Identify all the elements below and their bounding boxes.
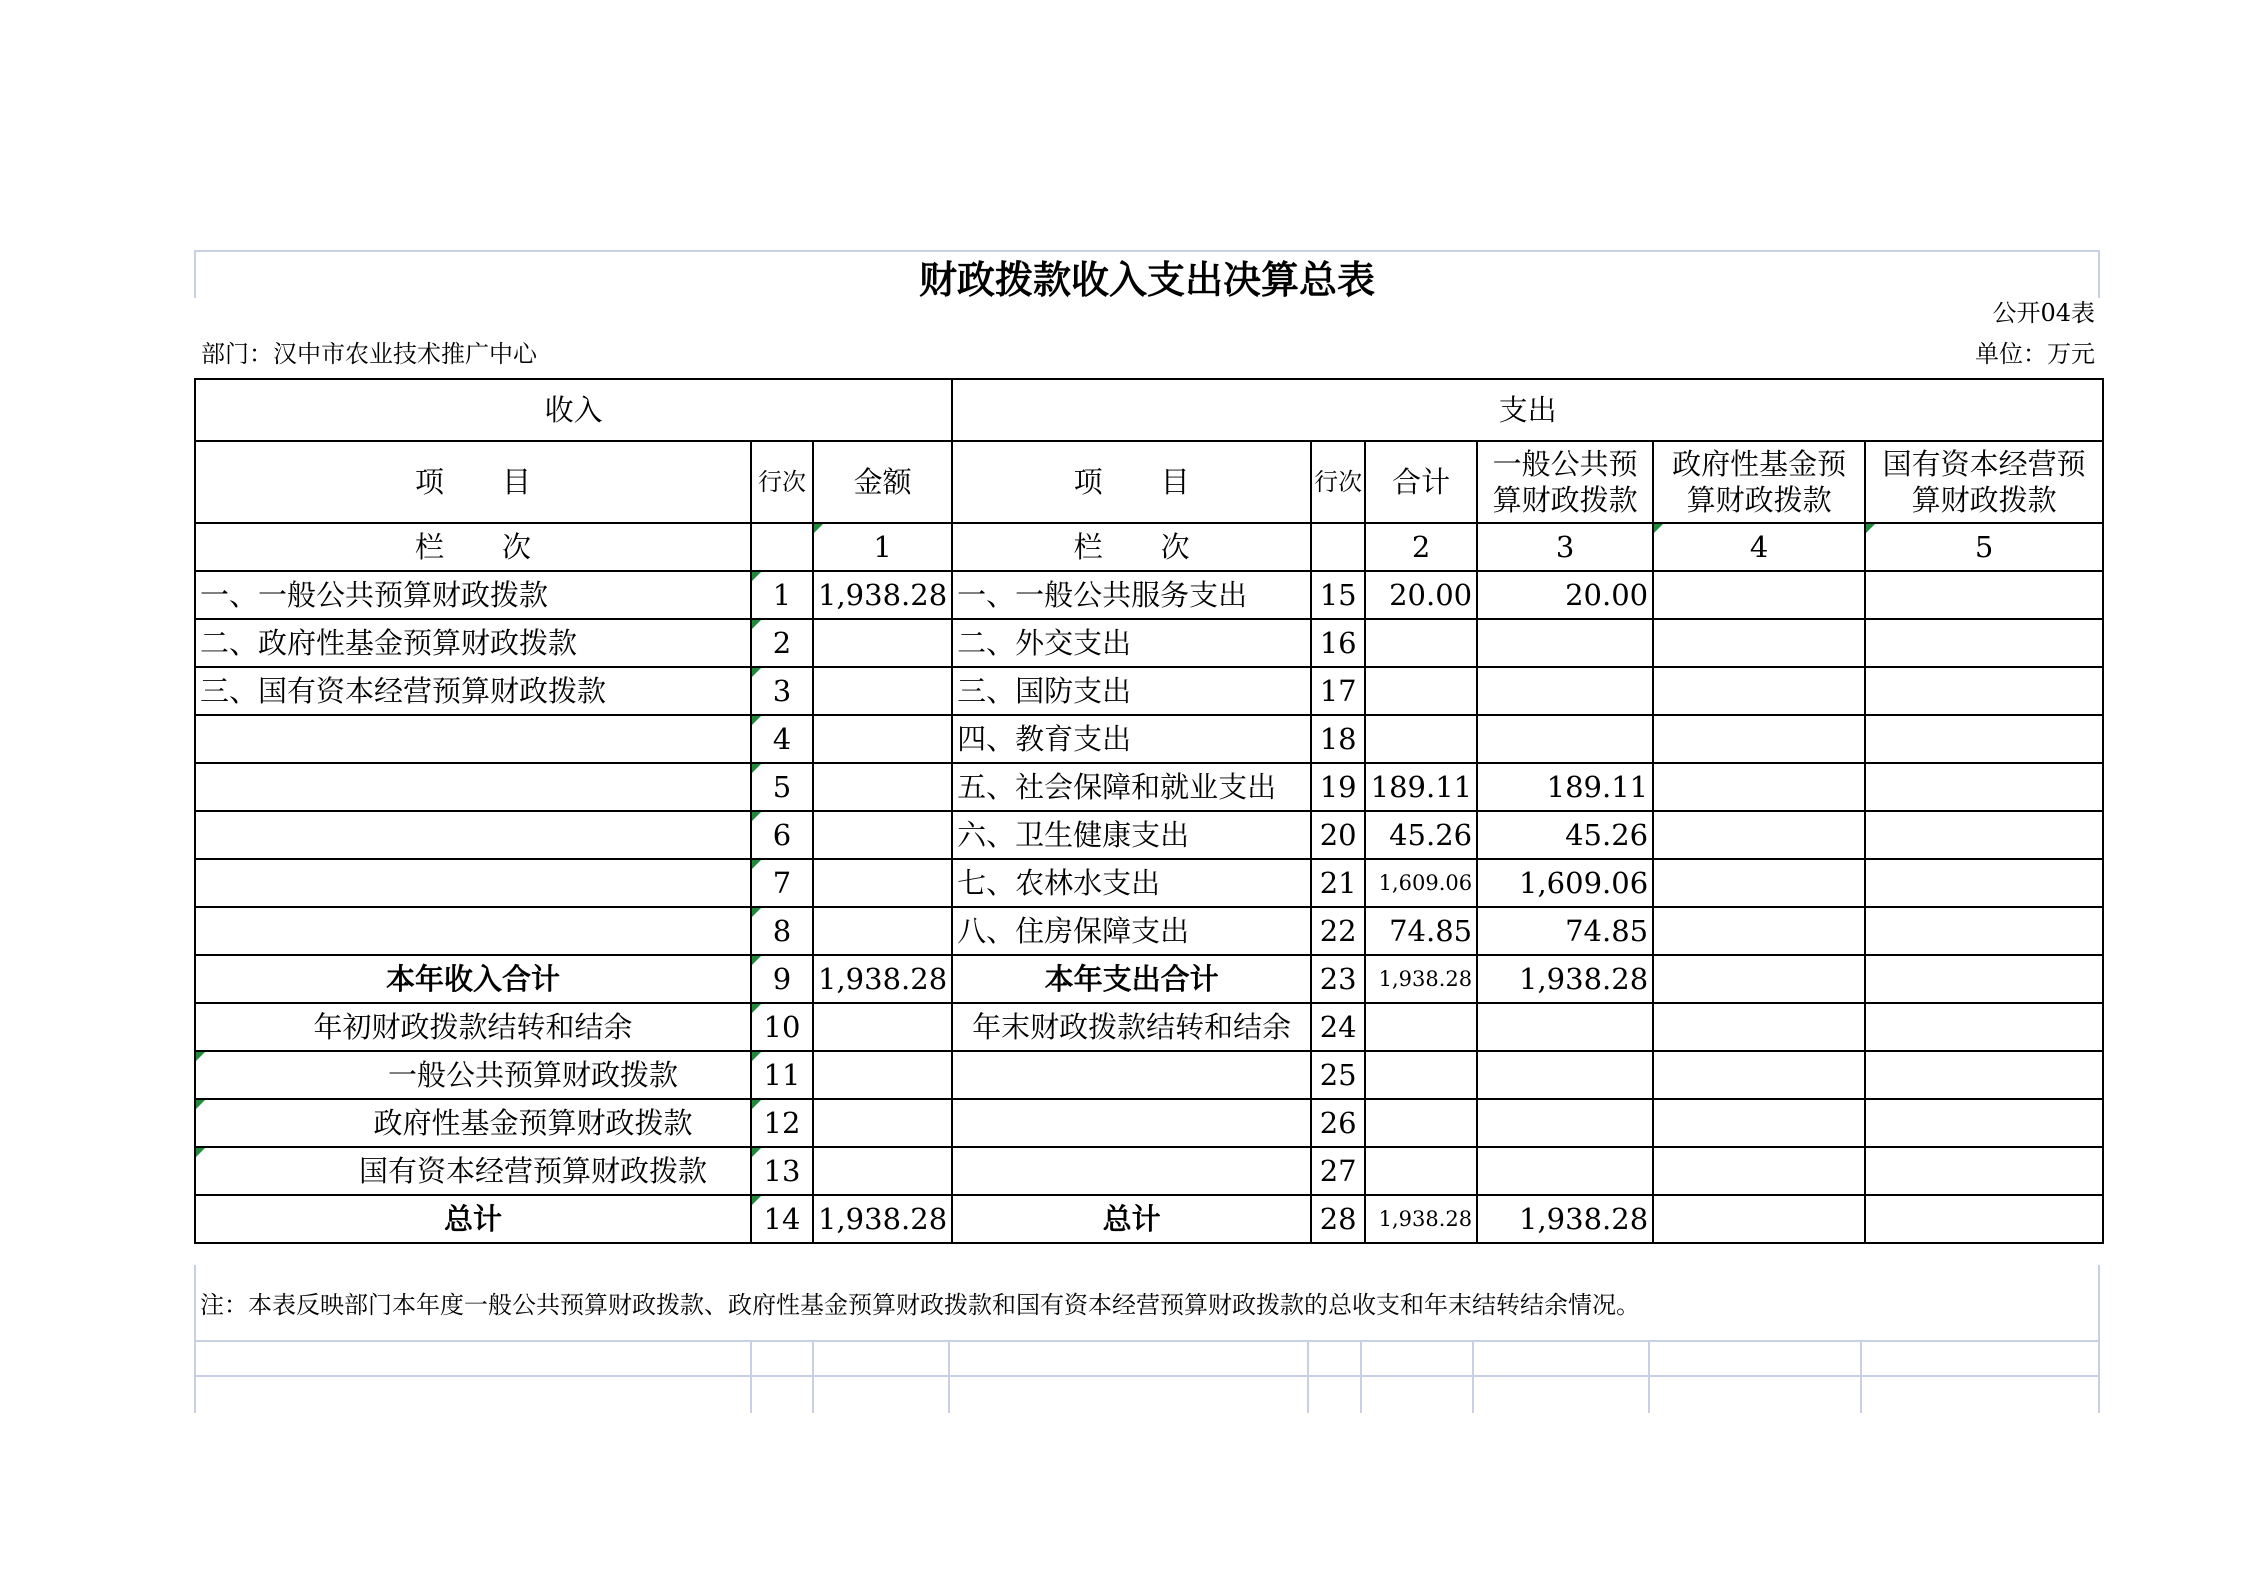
expense-row-no-text: 19 (1319, 770, 1357, 804)
expense-row-no-text: 24 (1319, 1010, 1357, 1044)
expense-state (1865, 571, 2103, 619)
expense-general (1477, 1147, 1653, 1195)
expense-row-no (1311, 763, 1365, 811)
header-income: 收入 (195, 379, 952, 441)
cell-marker (752, 1100, 761, 1109)
sheet-gridline-v4 (1307, 1340, 1309, 1413)
expense-general-text: 20.00 (1565, 578, 1649, 612)
table-row (195, 571, 2103, 619)
expense-fund (1653, 1195, 1865, 1243)
income-item (195, 763, 751, 811)
cell-marker (752, 812, 761, 821)
expense-total (1365, 811, 1477, 859)
expense-item (952, 571, 1311, 619)
expense-general (1477, 667, 1653, 715)
income-amount (813, 955, 952, 1003)
income-row-no (751, 763, 813, 811)
income-row-no (751, 955, 813, 1003)
income-row-no-text: 4 (772, 722, 792, 756)
header-fund-line2: 算财政拨款 (1686, 483, 1832, 517)
table-row (195, 907, 2103, 955)
expense-item (952, 1099, 1311, 1147)
header-expense: 支出 (952, 379, 2103, 441)
cell-marker (752, 1052, 761, 1061)
income-amount (813, 715, 952, 763)
expense-row-no (1311, 715, 1365, 763)
income-row-no (751, 1147, 813, 1195)
cell-marker (196, 1148, 205, 1157)
header-expense-item: 项 目 (952, 441, 1311, 523)
header-income-item: 项 目 (195, 441, 751, 523)
cell-marker (752, 716, 761, 725)
income-row-no (751, 667, 813, 715)
income-item (195, 1147, 751, 1195)
table-row (195, 763, 2103, 811)
table-row (195, 619, 2103, 667)
expense-row-no-text: 26 (1319, 1106, 1357, 1140)
cell-marker (752, 1196, 761, 1205)
expense-fund (1653, 811, 1865, 859)
form-code: 公开04表 (1992, 299, 2095, 327)
expense-total (1365, 1003, 1477, 1051)
expense-fund (1653, 859, 1865, 907)
expense-row-no-text: 21 (1319, 866, 1357, 900)
expense-total (1365, 1147, 1477, 1195)
income-amount (813, 763, 952, 811)
expense-item (952, 1195, 1311, 1243)
expense-total (1365, 619, 1477, 667)
header-fund-line1: 政府性基金预 (1672, 447, 1847, 481)
income-row-no (751, 859, 813, 907)
expense-row-no-text: 28 (1319, 1202, 1357, 1236)
income-amount (813, 859, 952, 907)
expense-row-no (1311, 955, 1365, 1003)
expense-general-text: 1,938.28 (1519, 1202, 1649, 1236)
income-row-no (751, 1195, 813, 1243)
expense-total-text: 74.85 (1389, 914, 1473, 948)
expense-fund (1653, 1003, 1865, 1051)
lanci-col-4-text: 4 (1749, 530, 1769, 564)
cell-marker (752, 956, 761, 965)
unit-label: 单位：万元 (1975, 340, 2095, 368)
sheet-gridline-left-low (194, 1265, 196, 1413)
expense-total (1365, 715, 1477, 763)
expense-item (952, 859, 1311, 907)
income-row-no (751, 811, 813, 859)
sheet-gridline-v8 (1860, 1340, 1862, 1413)
expense-total (1365, 667, 1477, 715)
expense-general (1477, 955, 1653, 1003)
cell-marker (196, 1052, 205, 1061)
income-item (195, 619, 751, 667)
lanci-col-4 (1653, 523, 1865, 571)
expense-row-no (1311, 1195, 1365, 1243)
expense-state (1865, 907, 2103, 955)
expense-row-no-text: 17 (1319, 674, 1357, 708)
income-row-no-text: 13 (763, 1154, 801, 1188)
expense-general (1477, 811, 1653, 859)
header-total: 合计 (1365, 441, 1477, 523)
expense-item (952, 763, 1311, 811)
expense-item (952, 955, 1311, 1003)
income-row-no (751, 907, 813, 955)
income-row-no (751, 1003, 813, 1051)
cell-marker (196, 1100, 205, 1109)
expense-row-no (1311, 1099, 1365, 1147)
income-item (195, 667, 751, 715)
expense-item (952, 1147, 1311, 1195)
lanci-col-2: 2 (1365, 523, 1477, 571)
income-row-no-text: 12 (763, 1106, 801, 1140)
cell-marker (752, 668, 761, 677)
income-item (195, 955, 751, 1003)
expense-row-no-text: 22 (1319, 914, 1357, 948)
sheet-gridline-right-low (2098, 1265, 2100, 1413)
income-row-no-text: 3 (772, 674, 792, 708)
income-row-no (751, 1051, 813, 1099)
expense-total (1365, 859, 1477, 907)
expense-fund (1653, 619, 1865, 667)
income-item-text: 本年收入合计 (385, 962, 560, 996)
income-amount-text: 1,938.28 (818, 578, 948, 612)
expense-state (1865, 619, 2103, 667)
expense-total-text: 1,609.06 (1378, 871, 1473, 895)
expense-total (1365, 571, 1477, 619)
lanci-col-1 (813, 523, 952, 571)
expense-total-text: 1,938.28 (1378, 1207, 1473, 1231)
expense-state (1865, 1147, 2103, 1195)
income-amount-text: 1,938.28 (818, 1202, 948, 1236)
table-row (195, 955, 2103, 1003)
expense-fund (1653, 763, 1865, 811)
expense-item-text: 本年支出合计 (1044, 962, 1219, 996)
header-expense-row-no: 行次 (1311, 441, 1365, 523)
expense-general (1477, 715, 1653, 763)
expense-item-text: 年末财政拨款结转和结余 (972, 1010, 1292, 1044)
income-item (195, 571, 751, 619)
income-row-no-text: 5 (772, 770, 792, 804)
table-row (195, 1099, 2103, 1147)
expense-item-text: 五、社会保障和就业支出 (957, 770, 1277, 804)
sheet-gridline-v6 (1472, 1340, 1474, 1413)
table-row (195, 1003, 2103, 1051)
table-row (195, 1147, 2103, 1195)
expense-item-text: 二、外交支出 (957, 626, 1132, 660)
income-row-no-text: 7 (772, 866, 792, 900)
lanci-income-blank (751, 523, 813, 571)
expense-general (1477, 1195, 1653, 1243)
expense-item-text: 六、卫生健康支出 (957, 818, 1190, 852)
expense-general (1477, 619, 1653, 667)
income-row-no-text: 2 (772, 626, 792, 660)
expense-state (1865, 715, 2103, 763)
expense-general-text: 1,938.28 (1519, 962, 1649, 996)
income-amount (813, 1099, 952, 1147)
expense-general (1477, 859, 1653, 907)
income-row-no (751, 715, 813, 763)
expense-fund (1653, 715, 1865, 763)
income-item (195, 859, 751, 907)
expense-row-no-text: 18 (1319, 722, 1357, 756)
income-row-no-text: 10 (763, 1010, 801, 1044)
expense-general (1477, 907, 1653, 955)
table-row (195, 667, 2103, 715)
expense-row-no-text: 16 (1319, 626, 1357, 660)
expense-row-no (1311, 811, 1365, 859)
income-row-no (751, 619, 813, 667)
expense-total-text: 189.11 (1370, 770, 1473, 804)
expense-state (1865, 1099, 2103, 1147)
income-amount-text: 1,938.28 (818, 962, 948, 996)
expense-total (1365, 1099, 1477, 1147)
income-item-text: 总计 (443, 1202, 502, 1236)
expense-state (1865, 1051, 2103, 1099)
header-income-amount: 金额 (813, 441, 952, 523)
header-state-line1: 国有资本经营预 (1882, 447, 2086, 481)
income-amount (813, 571, 952, 619)
income-amount (813, 619, 952, 667)
lanci-col-5-text: 5 (1974, 530, 1994, 564)
expense-state (1865, 1003, 2103, 1051)
income-row-no-text: 1 (772, 578, 792, 612)
budget-table (194, 378, 2104, 1244)
sheet-gridline-bottom-2 (194, 1375, 2100, 1377)
expense-fund (1653, 1147, 1865, 1195)
expense-fund (1653, 1099, 1865, 1147)
table-row (195, 811, 2103, 859)
expense-total-text: 20.00 (1389, 578, 1473, 612)
expense-fund (1653, 907, 1865, 955)
header-income-row-no: 行次 (751, 441, 813, 523)
cell-marker (752, 908, 761, 917)
expense-row-no (1311, 859, 1365, 907)
income-item (195, 1051, 751, 1099)
expense-general (1477, 763, 1653, 811)
expense-fund (1653, 571, 1865, 619)
income-amount (813, 907, 952, 955)
income-item (195, 907, 751, 955)
header-general-line2: 算财政拨款 (1492, 483, 1638, 517)
expense-item-text: 八、住房保障支出 (957, 914, 1190, 948)
table-row (195, 715, 2103, 763)
footnote: 注：本表反映部门本年度一般公共预算财政拨款、政府性基金预算财政拨款和国有资本经营预算财政拨款的总收支和年末结转结余情况。 (200, 1291, 1640, 1319)
expense-general-text: 74.85 (1565, 914, 1649, 948)
expense-total-text: 45.26 (1389, 818, 1473, 852)
expense-total (1365, 955, 1477, 1003)
income-item-text: 年初财政拨款结转和结余 (313, 1010, 633, 1044)
cell-marker (752, 1148, 761, 1157)
expense-item (952, 907, 1311, 955)
income-amount (813, 1051, 952, 1099)
table-row (195, 1051, 2103, 1099)
report-title: 财政拨款收入支出决算总表 (918, 257, 1375, 302)
expense-row-no-text: 23 (1319, 962, 1357, 996)
expense-state (1865, 1195, 2103, 1243)
sheet-gridline-bottom-1 (194, 1340, 2100, 1342)
income-amount (813, 811, 952, 859)
sheet-gridline-v1 (750, 1340, 752, 1413)
expense-fund (1653, 955, 1865, 1003)
cell-marker (752, 620, 761, 629)
lanci-col-3: 3 (1477, 523, 1653, 571)
sheet-gridline-v2 (812, 1340, 814, 1413)
expense-general (1477, 571, 1653, 619)
header-state-line2: 算财政拨款 (1911, 483, 2057, 517)
expense-total-text: 1,938.28 (1378, 967, 1473, 991)
income-amount (813, 667, 952, 715)
income-amount (813, 1195, 952, 1243)
expense-row-no-text: 20 (1319, 818, 1357, 852)
income-item-text: 国有资本经营预算财政拨款 (358, 1154, 707, 1188)
income-item (195, 1195, 751, 1243)
income-row-no-text: 9 (772, 962, 792, 996)
expense-state (1865, 667, 2103, 715)
expense-general-text: 1,609.06 (1519, 866, 1649, 900)
expense-item (952, 1051, 1311, 1099)
sheet-gridline-v7 (1648, 1340, 1650, 1413)
expense-item-text: 四、教育支出 (957, 722, 1132, 756)
expense-general (1477, 1099, 1653, 1147)
income-item (195, 811, 751, 859)
expense-state (1865, 859, 2103, 907)
expense-row-no (1311, 1003, 1365, 1051)
cell-marker (752, 1004, 761, 1013)
sheet-gridline-v5 (1360, 1340, 1362, 1413)
expense-item (952, 811, 1311, 859)
expense-total (1365, 907, 1477, 955)
lanci-col-1-text: 1 (873, 530, 892, 564)
lanci-col-5 (1865, 523, 2103, 571)
expense-item-text: 三、国防支出 (957, 674, 1132, 708)
expense-state (1865, 763, 2103, 811)
expense-total (1365, 1051, 1477, 1099)
income-item (195, 1099, 751, 1147)
income-item (195, 1003, 751, 1051)
lanci-expense-blank (1311, 523, 1365, 571)
expense-item-text: 一、一般公共服务支出 (957, 578, 1248, 612)
expense-row-no (1311, 571, 1365, 619)
expense-fund (1653, 1051, 1865, 1099)
expense-general (1477, 1051, 1653, 1099)
income-item-text: 一、一般公共预算财政拨款 (200, 578, 549, 612)
income-row-no-text: 8 (772, 914, 792, 948)
expense-item (952, 1003, 1311, 1051)
income-item-text: 一般公共预算财政拨款 (387, 1058, 678, 1092)
cell-marker (814, 524, 823, 533)
expense-row-no (1311, 667, 1365, 715)
expense-row-no (1311, 907, 1365, 955)
expense-item-text: 七、农林水支出 (957, 866, 1161, 900)
expense-item (952, 619, 1311, 667)
income-item-text: 三、国有资本经营预算财政拨款 (200, 674, 607, 708)
income-amount (813, 1003, 952, 1051)
income-item (195, 715, 751, 763)
header-general (1477, 441, 1653, 523)
expense-general-text: 189.11 (1546, 770, 1649, 804)
expense-state (1865, 955, 2103, 1003)
cell-marker (1866, 524, 1875, 533)
income-item-text: 政府性基金预算财政拨款 (373, 1106, 693, 1140)
header-fund (1653, 441, 1865, 523)
expense-total (1365, 763, 1477, 811)
expense-row-no (1311, 1051, 1365, 1099)
department-label: 部门：汉中市农业技术推广中心 (201, 340, 537, 368)
cell-marker (752, 572, 761, 581)
sheet-gridline-v3 (948, 1340, 950, 1413)
expense-row-no (1311, 619, 1365, 667)
income-row-no-text: 11 (763, 1058, 801, 1092)
cell-marker (752, 860, 761, 869)
expense-item (952, 667, 1311, 715)
expense-row-no-text: 27 (1319, 1154, 1357, 1188)
income-item-text: 二、政府性基金预算财政拨款 (200, 626, 578, 660)
income-row-no (751, 1099, 813, 1147)
income-row-no-text: 14 (763, 1202, 801, 1236)
income-amount (813, 1147, 952, 1195)
expense-fund (1653, 667, 1865, 715)
header-general-line1: 一般公共预 (1492, 447, 1638, 481)
expense-row-no-text: 25 (1319, 1058, 1357, 1092)
expense-row-no (1311, 1147, 1365, 1195)
header-state (1865, 441, 2103, 523)
expense-general-text: 45.26 (1565, 818, 1649, 852)
expense-total (1365, 1195, 1477, 1243)
expense-row-no-text: 15 (1319, 578, 1357, 612)
lanci-income: 栏 次 (195, 523, 751, 571)
lanci-expense: 栏 次 (952, 523, 1311, 571)
cell-marker (1654, 524, 1663, 533)
expense-general (1477, 1003, 1653, 1051)
income-row-no-text: 6 (772, 818, 792, 852)
cell-marker (752, 764, 761, 773)
expense-state (1865, 811, 2103, 859)
table-row (195, 1195, 2103, 1243)
table-row (195, 859, 2103, 907)
expense-item (952, 715, 1311, 763)
income-row-no (751, 571, 813, 619)
expense-item-text: 总计 (1102, 1202, 1161, 1236)
